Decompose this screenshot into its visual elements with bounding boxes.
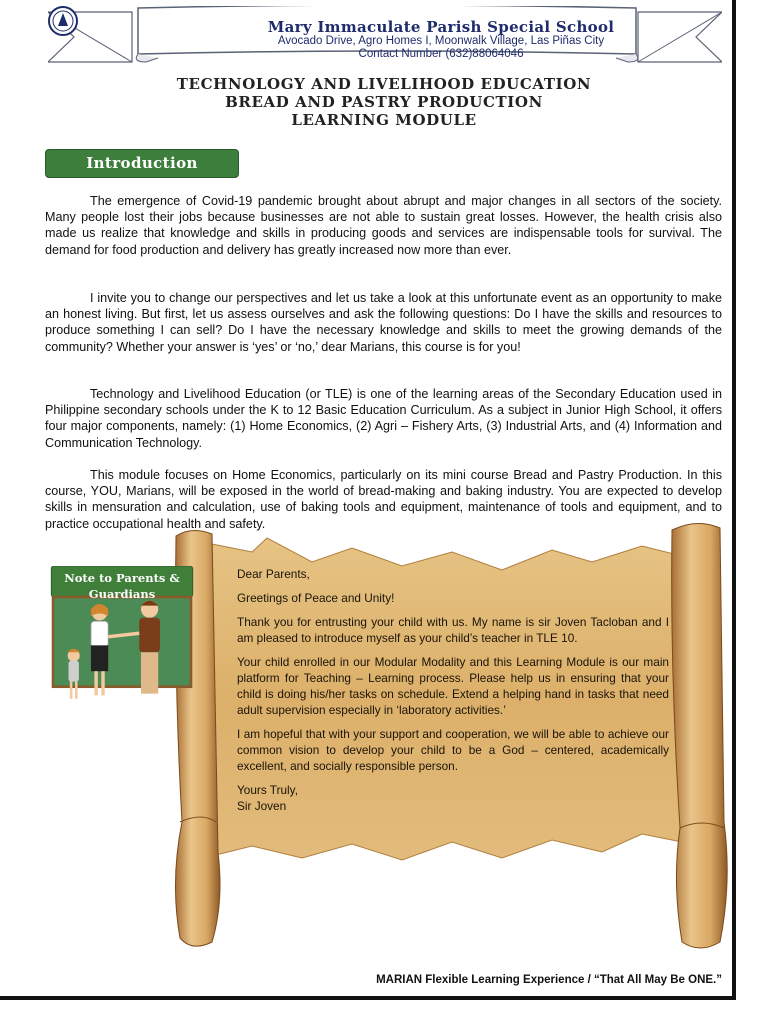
module-title-line2: BREAD AND PASTRY PRODUCTION — [225, 93, 543, 111]
letter-body-2: Your child enrolled in our Modular Modality and this Learning Module is our main platform for Teaching – Learning process. Please help us in ensuring that your child is doing his/her tasks on schedule. Extend a helping hand in tasks that need adult supervision especially in ‘laboratory activities.’ — [237, 655, 669, 717]
school-contact: Contact Number (632)88064046 — [358, 48, 524, 60]
intro-paragraph-1: The emergence of Covid-19 pandemic brought about abrupt and major changes in all sectors of the society. Many people lost their jobs because businesses are not able to sustain great losses. However, the health crisis also made us realize that knowledge and skills in producing goods and services are indispensable tools for survival. The demand for food production and delivery has greatly increased now more than ever. — [45, 194, 722, 257]
intro-paragraph-3: Technology and Livelihood Education (or TLE) is one of the learning areas of the Secondary Education used in Philippine secondary schools under the K to 12 Basic Education Curriculum. As a subject in Junior High School, it offers four major components, namely: (1) Home Economics, (2) Agri – Fishery Arts, (3) Industrial Arts, and (4) Information and Communication Technology. — [45, 387, 722, 450]
letter-signature: Sir Joven — [237, 799, 287, 813]
page-border-right — [732, 0, 736, 1000]
school-seal-icon — [48, 6, 78, 36]
footer-tagline: MARIAN Flexible Learning Experience / “That All May Be ONE.” — [376, 974, 722, 986]
letter-body-3: I am hopeful that with your support and cooperation, we will be able to achieve our common vision to develop your child to be a God – centered, academically excellent, and socially responsible person. — [237, 727, 669, 773]
page-border-bottom — [0, 996, 736, 1000]
note-to-parents-title: Note to Parents & Guardians — [64, 571, 180, 601]
section-label-introduction: Introduction — [45, 149, 239, 178]
letter-closing: Yours Truly, — [237, 783, 298, 797]
school-address: Avocado Drive, Agro Homes I, Moonwalk Village, Las Piñas City — [277, 35, 605, 47]
intro-paragraph-2: I invite you to change our perspectives and let us take a look at this unfortunate event as an opportunity to make an honest living. But first, let us assess ourselves and ask the following questions: Do I have the skills and resources to produce something I can sell? Do I have the necessary knowledge and skills to meet the growing demands of the community? Whether your answer is ‘yes’ or ‘no,’ dear Marians, this course is for you! — [45, 291, 722, 354]
module-title-line3: LEARNING MODULE — [291, 111, 477, 129]
header-banner — [48, 6, 722, 68]
parents-letter — [237, 566, 669, 814]
letter-salutation: Dear Parents, — [237, 567, 310, 581]
letter-body-1: Thank you for entrusting your child with us. My name is sir Joven Tacloban and I am pleased to introduce myself as your child’s teacher in TLE 10. — [237, 615, 669, 645]
school-name: Mary Immaculate Parish Special School — [267, 18, 615, 36]
intro-paragraph-4: This module focuses on Home Economics, particularly on its mini course Bread and Pastry Production. In this course, YOU, Marians, will be exposed in the world of bread-making and baking industry. You are expected to develop skills in mensuration and calculation, use of baking tools and equipment, maintenance of tools and equipment, and to practice occupational health and safety. — [45, 468, 722, 531]
module-title-line1: TECHNOLOGY AND LIVELIHOOD EDUCATION — [176, 75, 592, 93]
letter-greeting: Greetings of Peace and Unity! — [237, 591, 395, 605]
